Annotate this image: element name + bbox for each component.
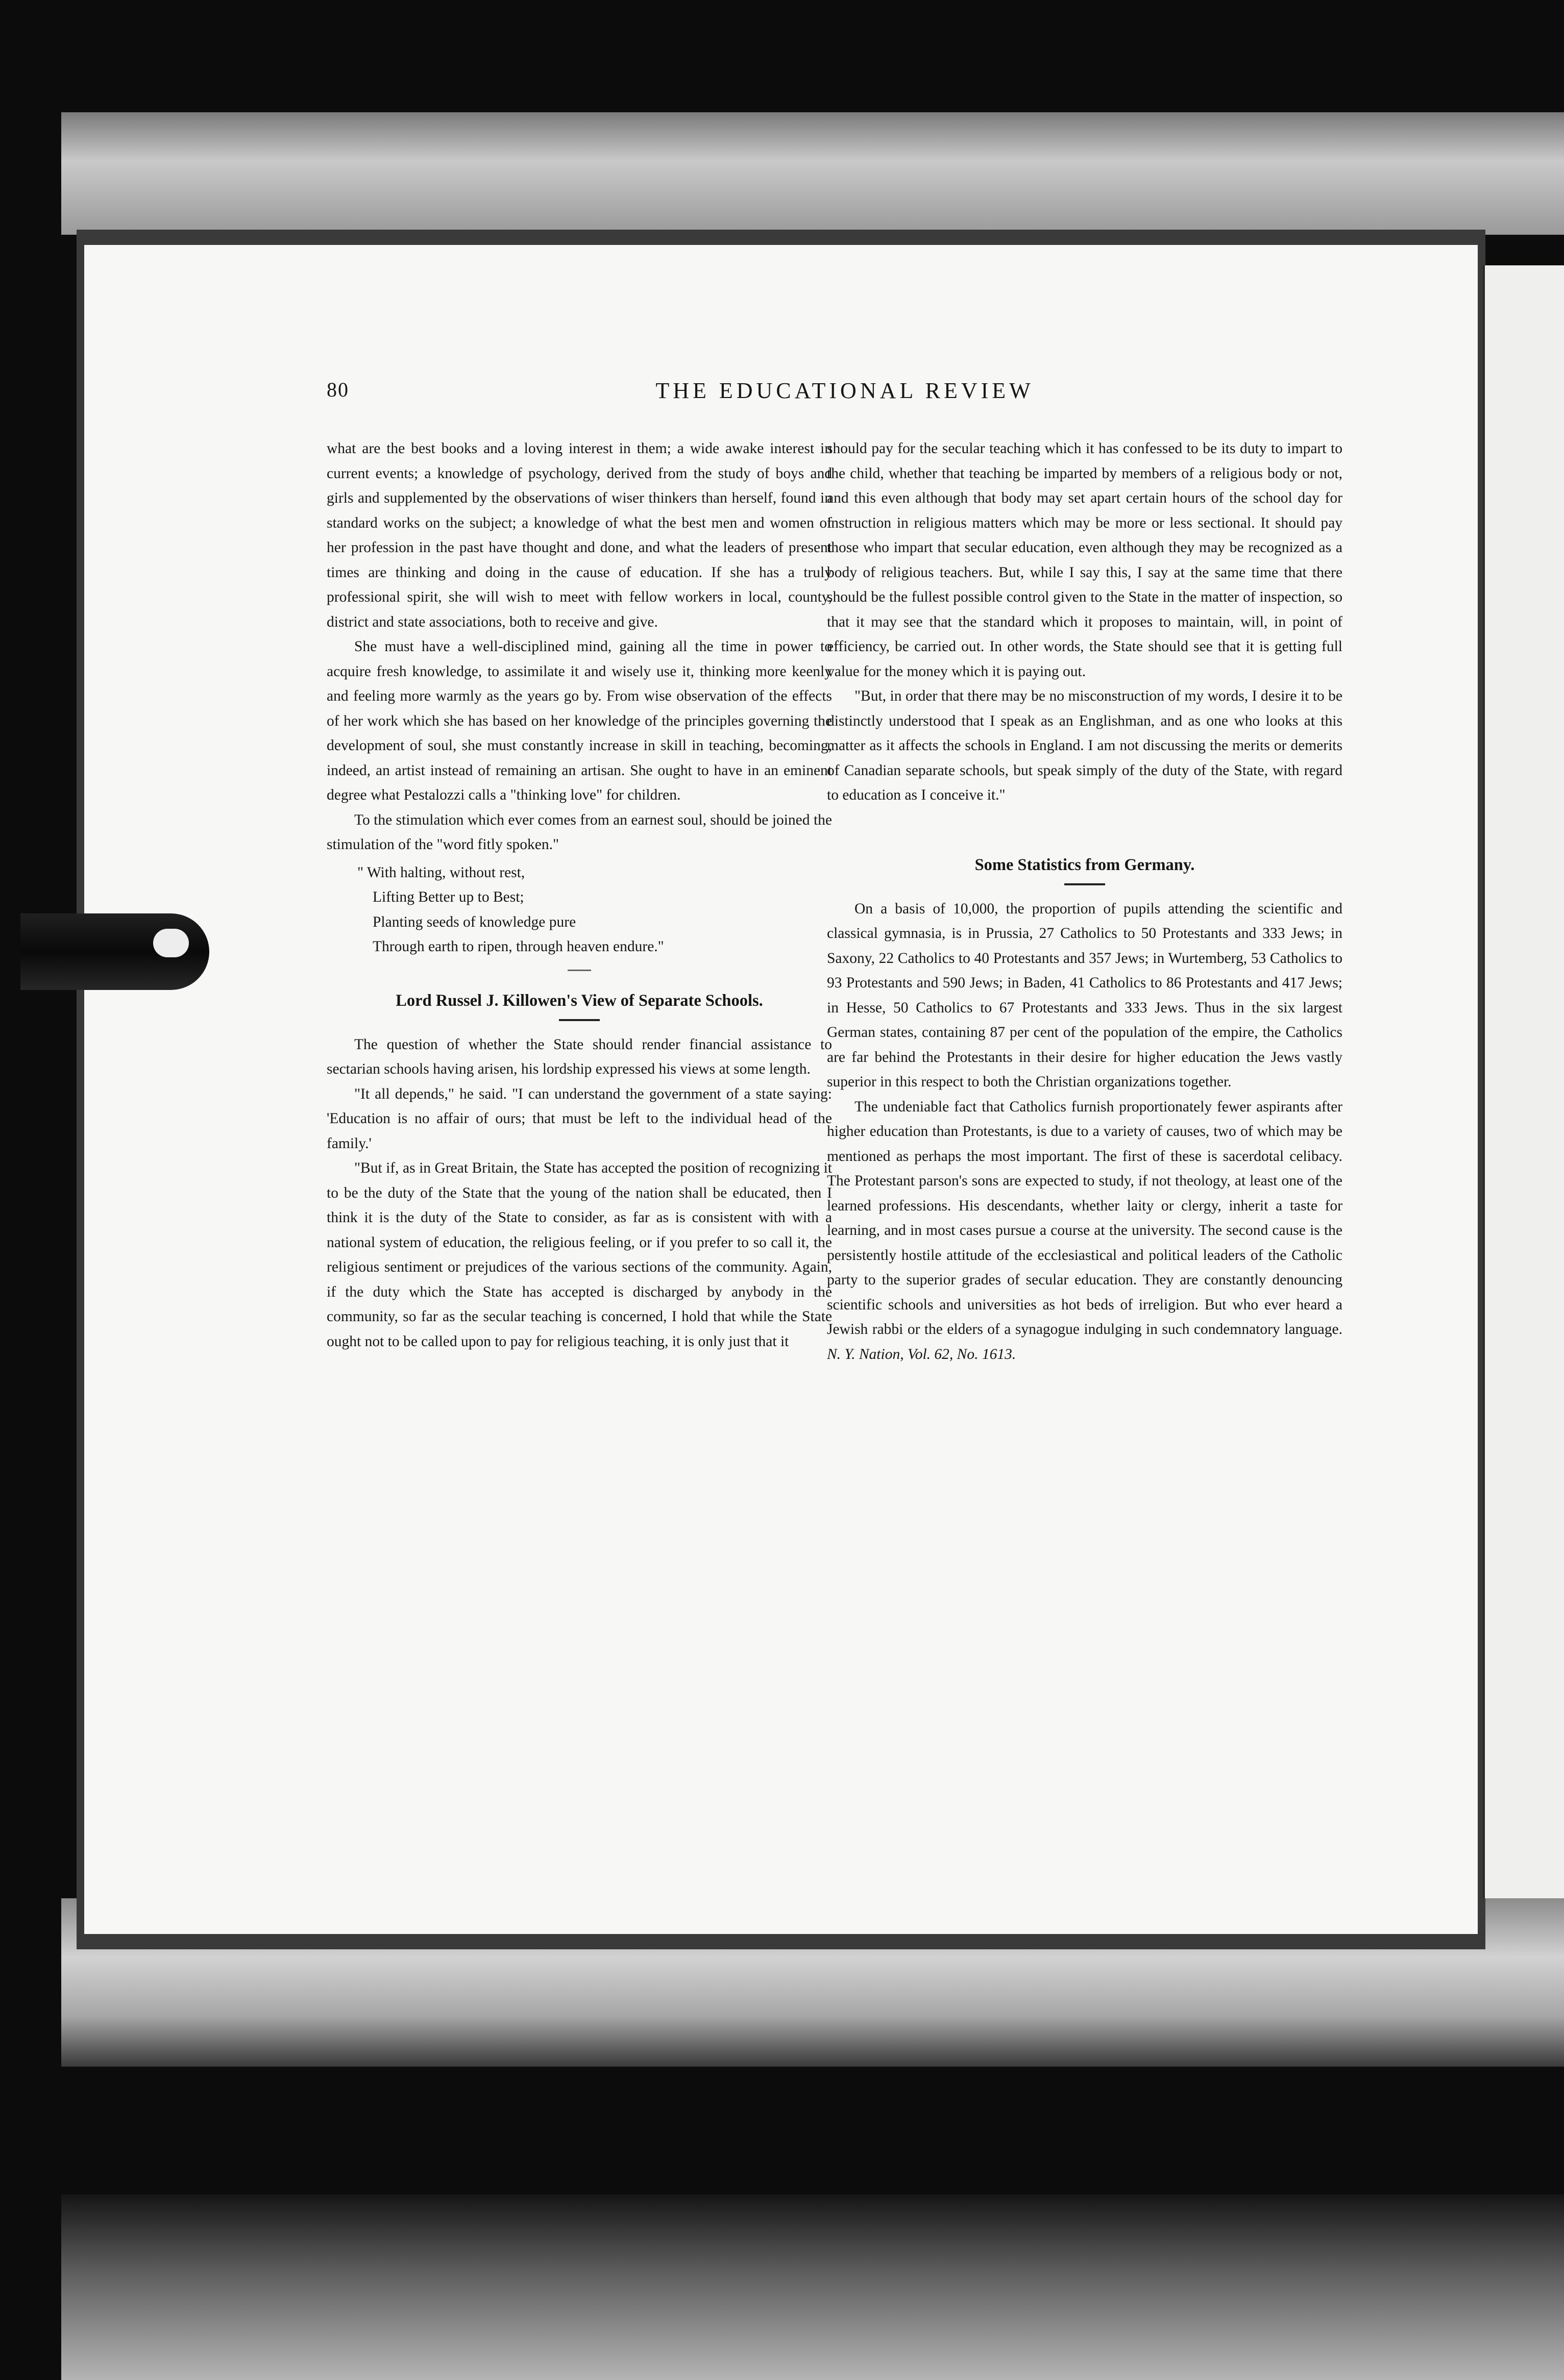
section-divider (568, 970, 591, 971)
section-spacer (827, 808, 1342, 854)
paragraph: "But if, as in Great Britain, the State has accepted the position of recognizing it to be the duty of the State that the young of the nation shall be educated, then I think it is the duty of the State to consider, as far as is consistent with with a national system of education, the religious feeling, or if you prefer to so call it, the religious sentiment or prejudices of the various sections of the community. Again, if the duty which the State has accepted is discharged by anybody in the community, so far as the secular teaching is concerned, I hold that while the State ought not to be called upon to pay for religious teaching, it is only just that it (327, 1160, 832, 1350)
citation: N. Y. Nation, Vol. 62, No. 1613. (827, 1346, 1016, 1362)
verse-line: Lifting Better up to Best; (373, 889, 524, 905)
paragraph: To the stimulation which ever comes from an earnest soul, should be joined the stimulation of the "word fitly spoken." (327, 811, 832, 853)
heading-rule (559, 1019, 600, 1021)
paragraph: "It all depends," he said. "I can understand the government of a state saying: 'Education is no affair of ours; that must be left to the individual head of the family.' (327, 1085, 832, 1152)
paragraph: On a basis of 10,000, the proportion of pupils attending the scientific and classical gymnasia, is in Prussia, 27 Catholics to 50 Protestants and 333 Jews; in Saxony, 22 Catholics to 40 Protestants and 357 Jews; in Wurtemberg, 53 Catholics to 93 Protestants and 590 Jews; in Baden, 41 Catholics to 86 Protestants and 417 Jews; in Hesse, 50 Catholics to 67 Protestants and 333 Jews. Thus in the six largest German states, containing 87 per cent of the population of the empire, the Catholics are far behind the Protestants in their desire for higher education the Jews vastly superior in this respect to both the Christian organizations together. (827, 900, 1342, 1090)
scanner-background-foot (61, 2194, 1564, 2380)
paragraph: "But, in order that there may be no misconstruction of my words, I desire it to be distinctly understood that I speak as an Englishman, and as one who looks at this matter as it affects the schools in England. I am not discussing the merits or demerits of Canadian separate schools, but speak simply of the duty of the State, with regard to education as I conceive it." (827, 688, 1342, 803)
verse-line: " With halting, without rest, (357, 864, 525, 881)
paragraph: She must have a well-disciplined mind, gaining all the time in power to acquire fresh knowledge, to assimilate it and wisely use it, thinking more keenly and feeling more warmly as the years go by. From wise observation of the effects of her work which she has based on her knowledge of the principles governing the development of soul, she must constantly increase in skill in teaching, becoming, indeed, an artist instead of remaining an artisan. She ought to have in an eminent degree what Pestalozzi calls a "thinking love" for children. (327, 638, 832, 803)
scanner-background-top (61, 112, 1564, 235)
verse-line: Through earth to ripen, through heaven endure." (373, 938, 664, 955)
verse-quotation (327, 860, 832, 959)
binding-clip-highlight (153, 929, 189, 957)
paragraph (827, 1095, 1342, 1367)
heading-rule (1064, 883, 1105, 885)
section-heading-killowen: Lord Russel J. Killowen's View of Separate Schools. (396, 991, 763, 1010)
right-column (827, 436, 1342, 1367)
section-heading-germany: Some Statistics from Germany. (974, 855, 1195, 874)
verse-line: Planting seeds of knowledge pure (373, 913, 576, 930)
adjacent-page-edge (1483, 265, 1564, 1898)
paragraph: what are the best books and a loving interest in them; a wide awake interest in current events; a knowledge of psychology, derived from the study of boys and girls and supplemented by the observations of wiser thinkers than herself, found in standard works on the subject; a knowledge of what the best men and women of her profession in the past have thought and done, and what the leaders of present times are thinking and doing in the cause of education. If she has a truly professional spirit, she will wish to meet with fellow workers in local, county, district and state associations, both to receive and give. (327, 440, 832, 630)
journal-title: THE EDUCATIONAL REVIEW (655, 378, 1034, 403)
left-column (327, 436, 832, 1354)
paragraph-text: The undeniable fact that Catholics furnish proportionately fewer aspirants after higher education than Protestants, is due to a variety of causes, two of which may be mentioned as perhaps the most important. The first of these is sacerdotal celibacy. The Protestant parson's sons are expected to study, if not theology, at least one of the learned professions. His descendants, whether laity or clergy, inherit a taste for learning, and in most cases pursue a course at the university. The second cause is the persistently hostile attitude of the ecclesiastical and political leaders of the Catholic party to the superior grades of secular education. They are constantly denouncing scientific schools and universities as hot beds of irreligion. But who ever heard a Jewish rabbi or the elders of a synagogue indulging in such condemnatory language. (827, 1098, 1342, 1337)
paragraph: should pay for the secular teaching which it has confessed to be its duty to impart to the child, whether that teaching be imparted by members of a religious body or not, and this even although that body may set apart certain hours of the school day for instruction in religious matters which may be more or less sectional. It should pay those who impart that secular education, even although they may be recognized as a body of religious teachers. But, while I say this, I say at the same time that there should be the fullest possible control given to the State in the matter of inspection, so that it may see that the standard which it proposes to maintain, will, in point of efficiency, be carried out. In other words, the State should see that it is getting full value for the money which it is paying out. (827, 440, 1342, 680)
page-number: 80 (327, 378, 349, 401)
paragraph: The question of whether the State should render financial assistance to sectarian schools having arisen, his lordship expressed his views at some length. (327, 1036, 832, 1077)
running-head (327, 378, 1363, 408)
